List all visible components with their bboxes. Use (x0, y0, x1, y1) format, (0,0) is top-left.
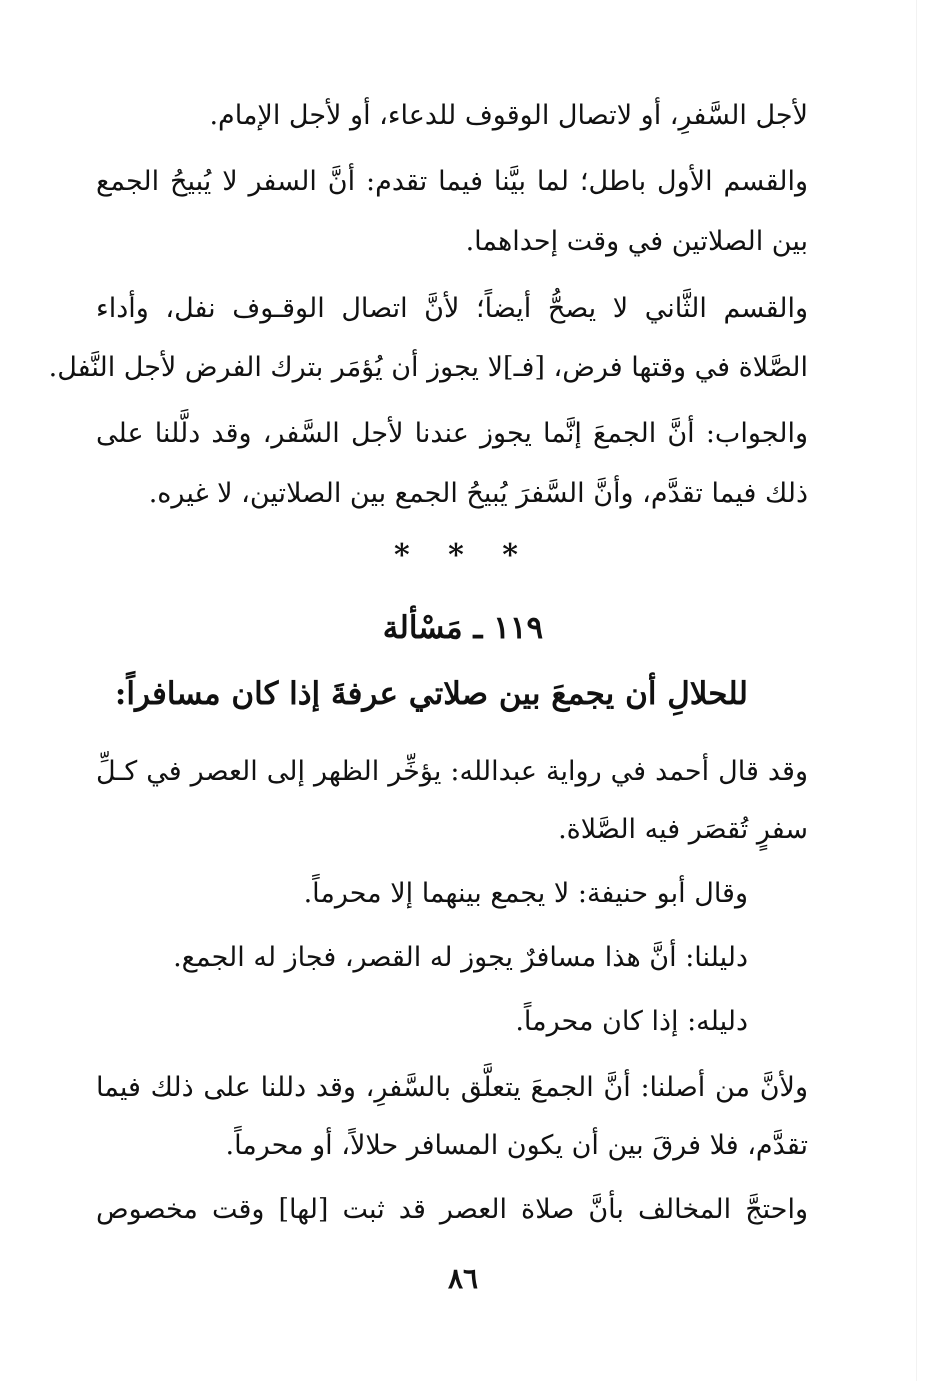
paragraph-line-8: وقد قال أحمد في رواية عبدالله: يؤخِّر الظهر إلى العصر في كـلِّ (96, 756, 808, 787)
paragraph-line-7: ذلك فيما تقدَّم، وأنَّ السَّفرَ يُبيحُ الجمع بين الصلاتين، لا غيره. (148, 478, 808, 509)
paragraph-line-1: لأجل السَّفرِ، أو لاتصال الوقوف للدعاء، أو لأجل الإمام. (209, 100, 808, 131)
paragraph-line-10: وقال أبو حنيفة: لا يجمع بينهما إلا محرماً. (303, 878, 748, 909)
paragraph-line-6: والجواب: أنَّ الجمعَ إنَّما يجوز عندنا لأجل السَّفر، وقد دلَّلنا على (96, 418, 808, 449)
paragraph-line-9: سفرٍ تُقصَر فيه الصَّلاة. (558, 814, 808, 845)
paragraph-line-12: دليله: إذا كان محرماً. (515, 1006, 748, 1037)
page-edge (916, 0, 917, 1381)
section-heading: ١١٩ ـ مَسْألة (382, 610, 544, 646)
paragraph-line-2: والقسم الأول باطل؛ لما بيَّنا فيما تقدم: أنَّ السفر لا يُبيحُ الجمع (96, 166, 808, 197)
section-separator: * * * (394, 538, 532, 573)
paragraph-line-13: ولأنَّ من أصلنا: أنَّ الجمعَ يتعلَّق بالسَّفرِ، وقد دللنا على ذلك فيما (96, 1072, 808, 1103)
paragraph-line-3: بين الصلاتين في وقت إحداهما. (465, 226, 808, 257)
paragraph-line-11: دليلنا: أنَّ هذا مسافرٌ يجوز له القصر، فجاز له الجمع. (173, 942, 748, 973)
issue-title: للحلالِ أن يجمعَ بين صلاتي عرفةَ إذا كان مسافراً: (114, 676, 748, 712)
paragraph-line-14: تقدَّم، فلا فرقَ بين أن يكون المسافر حلالاً، أو محرماً. (225, 1130, 808, 1161)
paragraph-line-5: الصَّلاة في وقتها فرض، [فـ]لا يجوز أن يُؤمَر بترك الفرض لأجل النَّفل. (48, 352, 808, 383)
paragraph-line-4: والقسم الثَّاني لا يصحُّ أيضاً؛ لأنَّ اتصال الوقـوف نفل، وأداء (96, 293, 808, 324)
page-number: ٨٦ (447, 1262, 479, 1295)
paragraph-line-15: واحتجَّ المخالف بأنَّ صلاة العصر قد ثبت [لها] وقت مخصوص (96, 1194, 808, 1225)
